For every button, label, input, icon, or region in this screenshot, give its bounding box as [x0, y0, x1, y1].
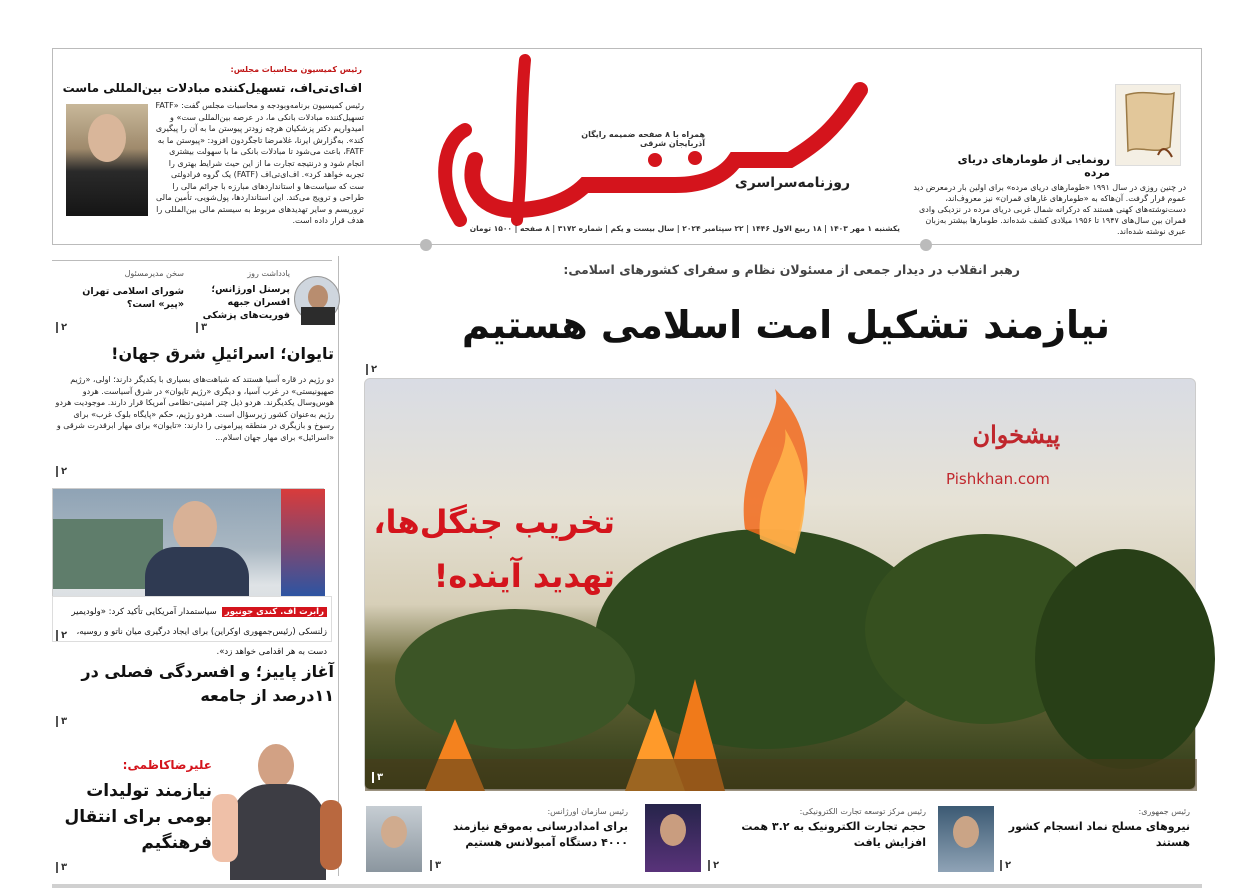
- story3-kicker: علیرضاکاظمی:: [122, 758, 212, 772]
- note1-face: [308, 285, 328, 309]
- right-frame: [1201, 48, 1202, 244]
- story1-headline: تایوان؛ اسرائیلِ شرق جهان!: [111, 344, 334, 363]
- photo-page-ref: ۲: [56, 630, 67, 641]
- note1: [190, 268, 290, 322]
- masthead-dateline: یکشنبه ۱ مهر ۱۴۰۳ | ۱۸ ربیع الاول ۱۴۴۶ | ۲۲ سپتامبر ۲۰۲۴ | سال بیست و یکم | شماره ۳۱۷۲ | ۸ صفحه | ۱۵۰۰ تومان: [469, 224, 900, 233]
- story3: [52, 758, 212, 856]
- sidebar-top-rule: [52, 260, 332, 261]
- rule-dot-right: [920, 239, 932, 251]
- note1-suit: [301, 307, 335, 325]
- bottom-rule: [52, 884, 1202, 888]
- story3-page: ۳: [56, 862, 67, 873]
- top-left-body: رئیس کمیسیون برنامه‌وبودجه و محاسبات مجلس گفت: «FATF تسهیل‌کننده مبادلات بانکی ما، در عرصه بین‌المللی ست» و امیدواریم دکتر پزشکیان هرچه زودتر پیوستن ما به آن را پیگیری کند». به‌گزارش ایرنا، غلامرضا تاجگردون افزود: «پیوستن ما به FATF، باعث می‌شود تا مبادلات بانکی ما با سهولت بیشتری انجام شود و درنتیجه تجارت ما از این حیث شرایط بهتری را تجربه خواهد کرد». اف‌ای‌تی‌اف (FATF) یک گروه فرادولتی ست که سیاست‌ها و استانداردهای مبارزه با جرائم مالی را طراحی و ترویج می‌کند. این استانداردها، پول‌شویی، تأمین مالی تروریسم و سایر تهدیدهای مربوط به سیستم مالی بین‌المللی را هدف قرار داده است.: [155, 101, 364, 225]
- rule-dot-left: [420, 239, 432, 251]
- bottom-story-2: [706, 806, 926, 851]
- bottom1-face: [953, 816, 979, 848]
- story1-page: ۲: [56, 466, 67, 477]
- bottom3-face: [381, 816, 407, 848]
- top-right-body: در چنین روزی در سال ۱۹۹۱ «طومارهای دریای مرده» برای اولین بار درمعرض دید عموم قرار گرفت. آن‌هاکه به «طومارهای غارهای قمران» نیز معروف‌اند، دست‌نوشته‌های کهنی هستند که درکرانه شمال غربی دریای مرده در نزدیکی وادی قمران بین سال‌های ۱۹۴۷ تا ۱۹۵۶ میلادی کشف شده‌اند. طومارها بیشتر به‌زبان عبری نوشته شده‌اند.: [913, 183, 1186, 236]
- lead-page: ۲: [366, 364, 377, 375]
- bottom1-kicker: رئیس جمهوری:: [1138, 807, 1190, 816]
- bottom1-photo: [938, 806, 994, 872]
- bottom-story-3: [428, 806, 628, 851]
- story3-portrait: [212, 740, 342, 880]
- photo-caption-text: سیاستمدار آمریکایی تأکید کرد: «ولودیمیر زلنسکی (رئیس‌جمهوری اوکراین) برای ایجاد درگیری میان ناتو و روسیه، دست به هر اقدامی خواهد زد».: [71, 607, 327, 657]
- left-frame: [52, 48, 53, 244]
- masthead-supplement: همراه با ۸ صفحه ضمیمه رایگان آذربایجان شرقی: [581, 130, 705, 148]
- story2-page: ۳: [56, 716, 67, 727]
- bottom1-page: ۲: [1000, 860, 1011, 871]
- top-left-headline: اف‌ای‌تی‌اف، تسهیل‌کننده مبادلات بین‌المللی ماست: [62, 81, 362, 95]
- story2-headline: آغاز پاییز؛ و افسردگی فصلی در ۱۱درصد از جامعه: [81, 662, 334, 705]
- photo-bg-flag: [281, 489, 325, 599]
- top-left-portrait: [66, 104, 148, 216]
- masthead-bottom-rule: [52, 244, 1202, 245]
- story3-suit: [230, 784, 326, 880]
- top-rule: [52, 48, 1202, 49]
- bottom2-kicker: رئیس مرکز توسعه تجارت الکترونیکی:: [799, 807, 926, 816]
- note1-page: ۳: [196, 322, 207, 333]
- lead-kicker: رهبر انقلاب در دیدار جمعی از مسئولان نظام و سفرای کشورهای اسلامی:: [563, 262, 1020, 277]
- portrait-face-shape: [88, 114, 126, 162]
- bottom3-photo: [366, 806, 422, 872]
- bottom-story-1: [1000, 806, 1190, 851]
- photo-face: [173, 501, 217, 553]
- photo-overlay-line1: تخریب جنگل‌ها،: [373, 503, 615, 541]
- top-left-story: [62, 64, 362, 97]
- lead-headline: نیازمند تشکیل امت اسلامی هستیم: [461, 303, 1110, 347]
- note2: [56, 268, 184, 311]
- story3-doll-right: [320, 800, 342, 870]
- top-right-headline: رونمایی از طومارهای دریای مرده: [957, 153, 1110, 179]
- masthead-subtitle: روزنامه‌سراسری: [734, 175, 850, 191]
- scroll-illustration: [1115, 84, 1181, 166]
- bottom3-kicker: رئیس سازمان اورژانس:: [547, 807, 628, 816]
- note2-kicker: سخن مدیرمسئول: [124, 269, 184, 278]
- bottom2-headline: حجم تجارت الکترونیک به ۳.۲ همت افزایش یافت: [741, 820, 926, 849]
- watermark-en: Pishkhan.com: [946, 470, 1050, 488]
- story3-headline: نیازمند تولیدات بومی برای انتقال فرهنگیم: [64, 781, 212, 853]
- note1-portrait: [294, 276, 340, 322]
- photo-caption-box: [52, 596, 332, 657]
- photo-page: ۳: [372, 772, 383, 783]
- note1-kicker: یادداشت روز: [247, 269, 290, 278]
- bottom2-face: [660, 814, 686, 846]
- bottom3-page: ۳: [430, 860, 441, 871]
- photo-overlay-line2: تهدید آینده!: [433, 557, 615, 595]
- bottom1-headline: نیروهای مسلح نماد انسجام کشور هستند: [1008, 820, 1190, 849]
- bottom2-photo: [645, 804, 701, 872]
- note2-title: شورای اسلامی تهران «پیر» است؟: [82, 286, 184, 310]
- note2-page: ۲: [56, 322, 67, 333]
- story3-face: [258, 744, 294, 788]
- watermark-fa: پیشخوان: [972, 420, 1060, 449]
- note1-title: پرسنل اورژانس؛ افسران جبهه فوریت‌های پزشکی: [202, 284, 290, 321]
- story1-body: دو رژیم در قاره آسیا هستند که شباهت‌های بسیاری با یکدیگر دارند؛ اولی، «رژیم صهیونیستی» در غرب آسیا، و دیگری «رژیم تایوان» در شرق آسیاست. هردو هوس‌وسال یکدیگرند. هردو ذیل چتر امنیتی-نظامی آمریکا قرار دارند. موجودیت هردو رژیم به‌عنوان کشور زیرسؤال است. هردو رژیم، حکم «پایگاه بلوک غرب» برای رسوخ و بازیگری در منطقه پیرامونی را دارند: «تایوان» برای مهار ابرقدرت شرقی و «اسرائیل» برای مهار جهان اسلام...: [55, 375, 334, 442]
- bottom2-page: ۲: [708, 860, 719, 871]
- top-left-kicker: رئیس کمیسیون محاسبات مجلس:: [230, 65, 362, 74]
- bottom3-headline: برای امدادرسانی به‌موقع نیازمند ۴۰۰۰ دستگاه آمبولانس هستیم: [452, 820, 628, 849]
- photo-caption-tag: رابرت اف. کندی جونیور: [222, 607, 327, 617]
- photo-overlay-text: [360, 495, 615, 603]
- story3-doll-left: [212, 794, 238, 862]
